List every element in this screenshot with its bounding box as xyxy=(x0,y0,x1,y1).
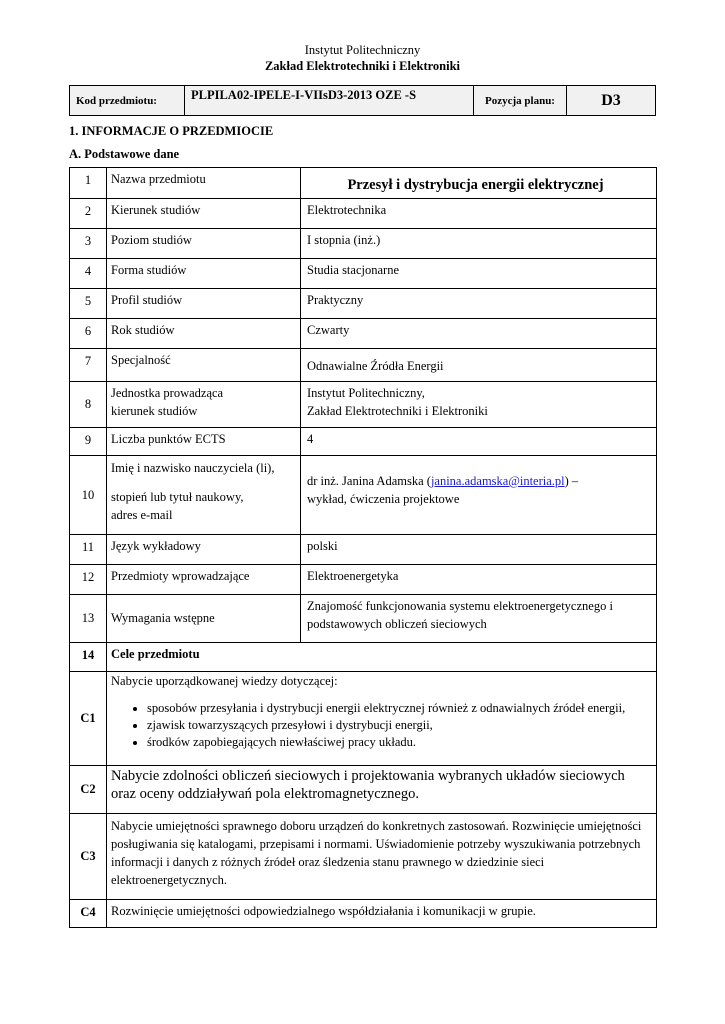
goal-text xyxy=(107,672,657,766)
row-number: 3 xyxy=(70,229,107,259)
row-number: 7 xyxy=(70,349,107,382)
row-number: 5 xyxy=(70,289,107,319)
goal-text: Nabycie umiejętności sprawnego doboru urządzeń do konkretnych zastosowań. Rozwinięcie umiejętności posługiwania się katalogami, przepisami i normami. Uświadomienie potrzeby wyszukiwania potrzebnych informacji i danych z różnych źródeł oraz śledzenia stanu prawnego w dziedzinie sieci elektroenergetycznych. xyxy=(107,814,657,900)
field-value: Znajomość funkcjonowania systemu elektroenergetycznego i podstawowych obliczeń sieciowych xyxy=(301,595,657,643)
field-label: Nazwa przedmiotu xyxy=(107,168,301,199)
field-label: Język wykładowy xyxy=(107,535,301,565)
table-row xyxy=(70,289,657,319)
field-label: Liczba punktów ECTS xyxy=(107,428,301,456)
row-number: 8 xyxy=(70,382,107,428)
goal-text: Nabycie zdolności obliczeń sieciowych i projektowania wybranych układów sieciowych oraz oceny oddziaływań pola elektromagnetycznego. xyxy=(107,766,657,814)
label-line: Imię i nazwisko nauczyciela (li), xyxy=(111,461,275,475)
table-row xyxy=(70,643,657,672)
row-number: 4 xyxy=(70,259,107,289)
field-label: Kierunek studiów xyxy=(107,199,301,229)
field-value xyxy=(301,382,657,428)
email-link[interactable]: janina.adamska@interia.pl xyxy=(430,474,565,488)
table-row xyxy=(70,900,657,928)
goal-label: C1 xyxy=(70,672,107,766)
field-label: Profil studiów xyxy=(107,289,301,319)
table-row xyxy=(70,168,657,199)
section-subheading: A. Podstawowe dane xyxy=(69,147,180,161)
table-row xyxy=(70,319,657,349)
list-item: • zjawisk towarzyszących przesyłowi i dystrybucji energii, xyxy=(147,717,652,734)
value-line: Instytut Politechniczny, xyxy=(307,386,425,400)
field-label xyxy=(107,456,301,535)
teacher-name: dr inż. Janina Adamska ( xyxy=(307,474,431,488)
table-row xyxy=(70,766,657,814)
department-name: Zakład Elektrotechniki i Elektroniki xyxy=(264,59,461,73)
section-heading: 1. INFORMACJE O PRZEDMIOCIE xyxy=(69,124,274,138)
field-value: Odnawialne Źródła Energii xyxy=(301,349,657,382)
row-number: 1 xyxy=(70,168,107,199)
goal-bullet-list xyxy=(111,700,652,751)
value-line: Zakład Elektrotechniki i Elektroniki xyxy=(307,404,488,418)
row-number: 11 xyxy=(70,535,107,565)
field-label: Przedmioty wprowadzające xyxy=(107,565,301,595)
table-row xyxy=(70,259,657,289)
goal-intro: Nabycie uporządkowanej wiedzy dotyczącej: xyxy=(111,674,338,688)
table-row xyxy=(70,349,657,382)
course-code-table xyxy=(69,85,656,116)
goal-text: Rozwinięcie umiejętności odpowiedzialnego współdziałania i komunikacji w grupie. xyxy=(107,900,657,928)
row-number: 6 xyxy=(70,319,107,349)
row-number: 10 xyxy=(70,456,107,535)
field-label: Forma studiów xyxy=(107,259,301,289)
value-suffix: ) – xyxy=(564,474,579,488)
field-value: Elektrotechnika xyxy=(301,199,657,229)
row-number: 14 xyxy=(70,643,107,672)
goals-heading: Cele przedmiotu xyxy=(107,643,657,672)
table-row xyxy=(70,229,657,259)
row-number: 2 xyxy=(70,199,107,229)
label-line: kierunek studiów xyxy=(111,404,198,418)
table-row xyxy=(70,199,657,229)
label-line: adres e-mail xyxy=(111,508,173,522)
list-item: • sposobów przesyłania i dystrybucji energii elektrycznej również z odnawialnych źródeł energii, xyxy=(147,700,652,717)
course-code-label: Kod przedmiotu: xyxy=(70,86,185,116)
table-row xyxy=(70,814,657,900)
label-line: Jednostka prowadząca xyxy=(111,386,224,400)
field-label xyxy=(107,382,301,428)
table-row xyxy=(70,428,657,456)
value-line: wykład, ćwiczenia projektowe xyxy=(307,492,460,506)
value-line xyxy=(307,472,650,490)
table-row xyxy=(70,382,657,428)
field-value: polski xyxy=(301,535,657,565)
field-value: Elektroenergetyka xyxy=(301,565,657,595)
table-row xyxy=(70,672,657,766)
goal-label: C4 xyxy=(70,900,107,928)
field-label: Poziom studiów xyxy=(107,229,301,259)
list-item: • środków zapobiegających niewłaściwej pracy układu. xyxy=(147,734,652,751)
goal-label: C2 xyxy=(70,766,107,814)
plan-position-value: D3 xyxy=(567,86,656,116)
row-number: 13 xyxy=(70,595,107,643)
table-row xyxy=(70,535,657,565)
field-label: Specjalność xyxy=(107,349,301,382)
field-label: Wymagania wstępne xyxy=(107,595,301,643)
row-number: 12 xyxy=(70,565,107,595)
course-title: Przesył i dystrybucja energii elektrycznej xyxy=(301,168,657,199)
course-code-value: PLPILA02-IPELE-I-VIIsD3-2013 OZE -S xyxy=(185,86,474,116)
label-line: stopień lub tytuł naukowy, xyxy=(111,490,244,504)
field-label: Rok studiów xyxy=(107,319,301,349)
field-value: I stopnia (inż.) xyxy=(301,229,657,259)
row-number: 9 xyxy=(70,428,107,456)
field-value: Praktyczny xyxy=(301,289,657,319)
field-value: Studia stacjonarne xyxy=(301,259,657,289)
field-value: 4 xyxy=(301,428,657,456)
table-row xyxy=(70,565,657,595)
field-value xyxy=(301,456,657,535)
table-row xyxy=(70,595,657,643)
institute-name: Instytut Politechniczny xyxy=(304,43,421,57)
table-row xyxy=(70,456,657,535)
goal-label: C3 xyxy=(70,814,107,900)
plan-position-label: Pozycja planu: xyxy=(474,86,567,116)
field-value: Czwarty xyxy=(301,319,657,349)
course-info-table xyxy=(69,167,657,928)
